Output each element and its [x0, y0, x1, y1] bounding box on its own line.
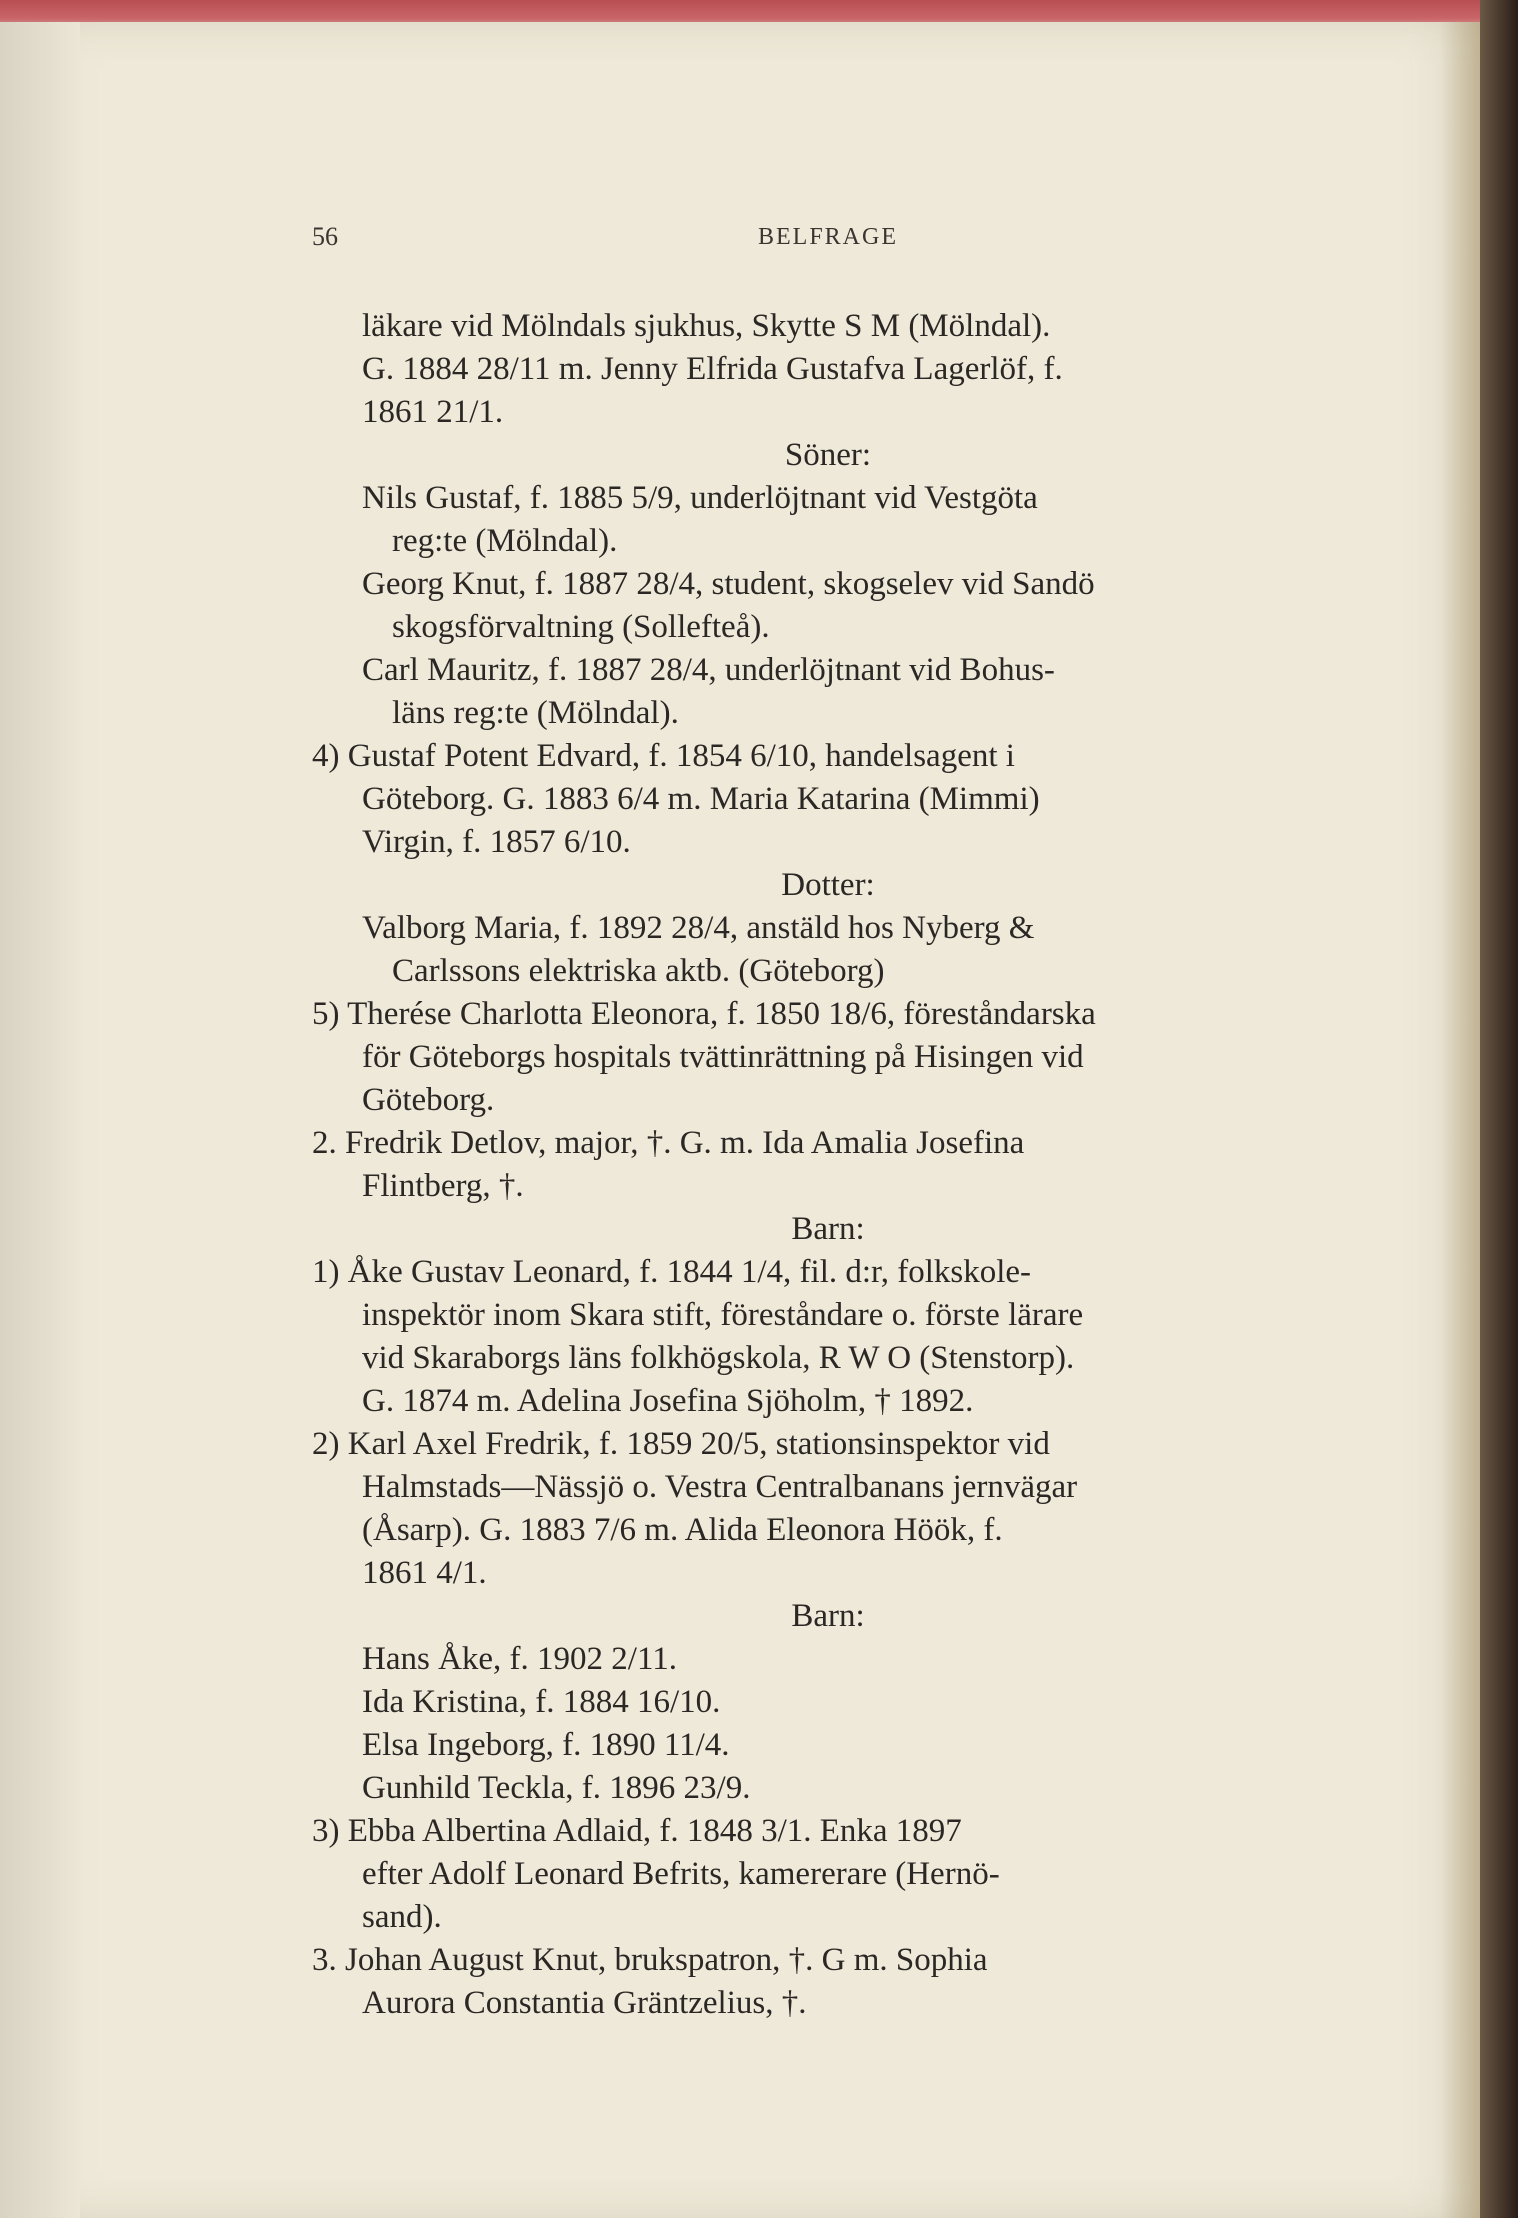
book-spine-edge — [1480, 0, 1518, 2218]
text-line: läkare vid Mölndals sjukhus, Skytte S M (Mölndal). — [362, 308, 1051, 344]
text-line: skogsförvaltning (Sollefteå). — [392, 609, 770, 645]
text-line: 2. Fredrik Detlov, major, †. G. m. Ida Amalia Josefina — [312, 1125, 1025, 1161]
text-line: G. 1884 28/11 m. Jenny Elfrida Gustafva Lagerlöf, f. — [362, 351, 1063, 387]
text-line: G. 1874 m. Adelina Josefina Sjöholm, † 1892. — [362, 1383, 974, 1419]
text-line: Ida Kristina, f. 1884 16/10. — [362, 1684, 721, 1720]
text-line: Flintberg, †. — [362, 1168, 524, 1204]
text-line: (Åsarp). G. 1883 7/6 m. Alida Eleonora Höök, f. — [362, 1512, 1003, 1548]
page-right-edge — [1440, 22, 1480, 2218]
text-line: 3. Johan August Knut, brukspatron, †. G m. Sophia — [312, 1942, 988, 1978]
text-line: 1) Åke Gustav Leonard, f. 1844 1/4, fil. d:r, folkskole- — [312, 1254, 1032, 1290]
section-heading: Dotter: — [781, 867, 875, 903]
text-line: vid Skaraborgs läns folkhögskola, R W O (Stenstorp). — [362, 1340, 1075, 1376]
page-number: 56 — [312, 222, 338, 251]
text-line: sand). — [362, 1899, 442, 1935]
text-line: efter Adolf Leonard Befrits, kamererare (Hernö- — [362, 1856, 1000, 1892]
text-line: Gunhild Teckla, f. 1896 23/9. — [362, 1770, 751, 1806]
text-line: 5) Therése Charlotta Eleonora, f. 1850 18/6, föreståndarska — [312, 996, 1096, 1032]
text-line: reg:te (Mölndal). — [392, 523, 618, 559]
text-line: Virgin, f. 1857 6/10. — [362, 824, 631, 860]
text-line: inspektör inom Skara stift, föreståndare o. förste lärare — [362, 1297, 1084, 1333]
text-line: 2) Karl Axel Fredrik, f. 1859 20/5, stationsinspektor vid — [312, 1426, 1050, 1462]
page-header — [312, 222, 1344, 262]
text-line: läns reg:te (Mölndal). — [392, 695, 679, 731]
text-line: Carlssons elektriska aktb. (Göteborg) — [392, 953, 885, 989]
text-line: Aurora Constantia Gräntzelius, †. — [362, 1985, 807, 2021]
text-line: Hans Åke, f. 1902 2/11. — [362, 1641, 677, 1677]
text-line: Elsa Ingeborg, f. 1890 11/4. — [362, 1727, 730, 1763]
text-line: Nils Gustaf, f. 1885 5/9, underlöjtnant vid Vestgöta — [362, 480, 1038, 516]
text-line: Carl Mauritz, f. 1887 28/4, underlöjtnant vid Bohus- — [362, 652, 1055, 688]
text-line: 1861 21/1. — [362, 394, 504, 430]
text-line: Göteborg. — [362, 1082, 495, 1118]
running-title: BELFRAGE — [757, 224, 898, 250]
section-heading: Barn: — [791, 1598, 865, 1634]
section-heading: Söner: — [784, 437, 872, 473]
text-line: Halmstads—Nässjö o. Vestra Centralbanans jernvägar — [362, 1469, 1078, 1505]
page-gutter — [0, 22, 80, 2218]
text-line: 1861 4/1. — [362, 1555, 487, 1591]
text-line: 4) Gustaf Potent Edvard, f. 1854 6/10, handelsagent i — [312, 738, 1015, 774]
section-heading: Barn: — [791, 1211, 865, 1247]
text-line: Georg Knut, f. 1887 28/4, student, skogselev vid Sandö — [362, 566, 1095, 602]
text-line: Valborg Maria, f. 1892 28/4, anstäld hos Nyberg & — [362, 910, 1035, 946]
body-text — [312, 305, 1344, 2025]
text-line: för Göteborgs hospitals tvättinrättning på Hisingen vid — [362, 1039, 1084, 1075]
text-line: Göteborg. G. 1883 6/4 m. Maria Katarina (Mimmi) — [362, 781, 1040, 817]
text-line: 3) Ebba Albertina Adlaid, f. 1848 3/1. Enka 1897 — [312, 1813, 962, 1849]
